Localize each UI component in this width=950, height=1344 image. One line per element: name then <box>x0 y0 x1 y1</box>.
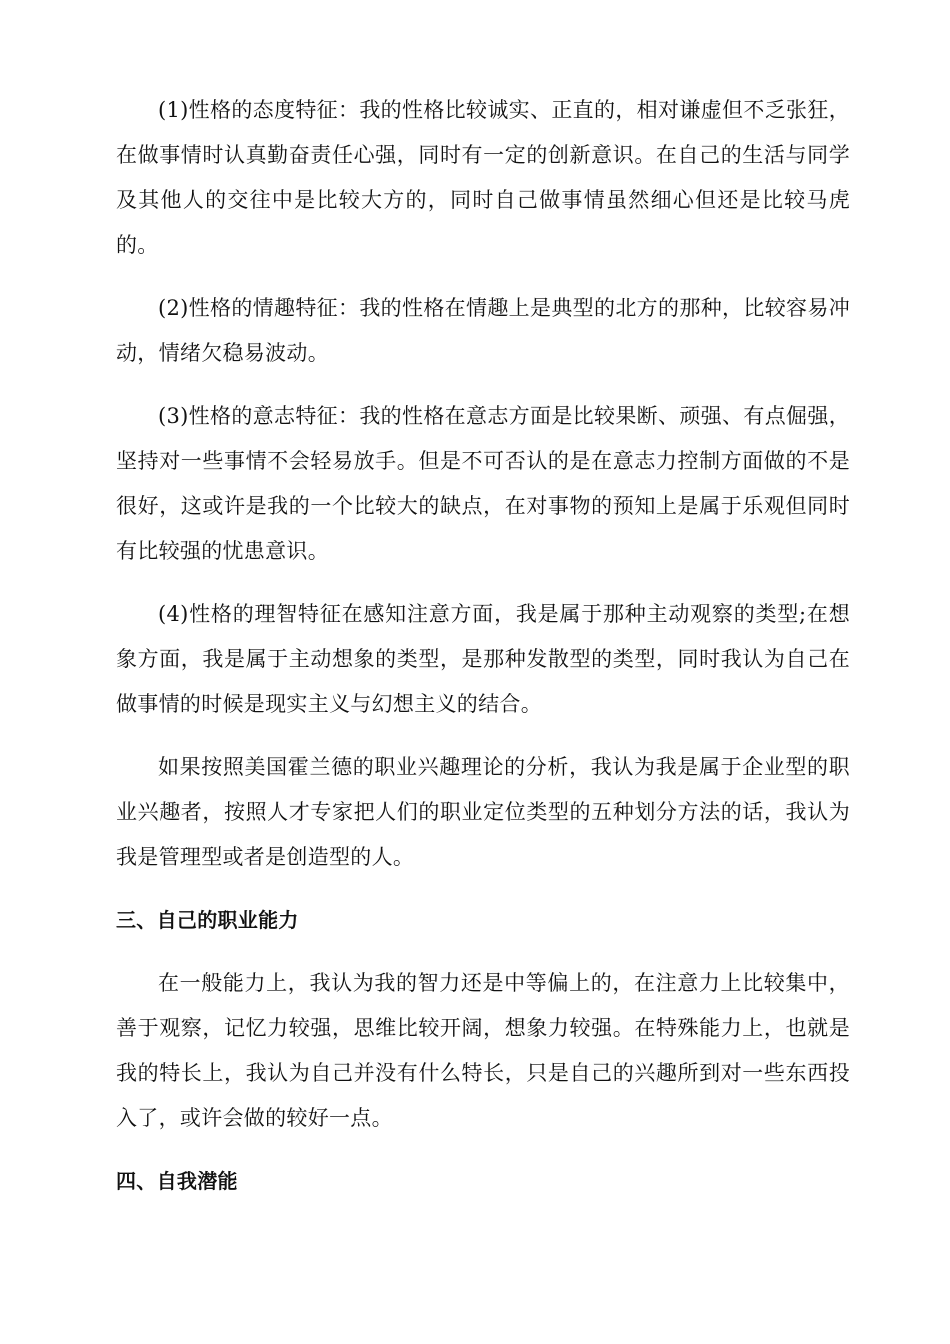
paragraph-will-trait: (3)性格的意志特征：我的性格在意志方面是比较果断、顽强、有点倔强，坚持对一些事情不会轻易放手。但是不可否认的是在意志力控制方面做的不是很好，这或许是我的一个比较大的缺点，在对事物的预知上是属于乐观但同时有比较强的忧患意识。 <box>116 404 850 563</box>
paragraph-career-ability: 在一般能力上，我认为我的智力还是中等偏上的，在注意力上比较集中，善于观察，记忆力较强，思维比较开阔，想象力较强。在特殊能力上，也就是我的特长上，我认为自己并没有什么特长，只是自己的兴趣所到对一些东西投入了，或许会做的较好一点。 <box>116 971 850 1130</box>
section-heading-self-potential: 四、自我潜能 <box>116 1169 238 1193</box>
section-heading-career-ability: 三、自己的职业能力 <box>116 908 299 932</box>
paragraph-career-interest: 如果按照美国霍兰德的职业兴趣理论的分析，我认为我是属于企业型的职业兴趣者，按照人才专家把人们的职业定位类型的五种划分方法的话，我认为我是管理型或者是创造型的人。 <box>116 755 850 869</box>
paragraph-intellect-trait: (4)性格的理智特征在感知注意方面，我是属于那种主动观察的类型;在想象方面，我是属于主动想象的类型，是那种发散型的类型，同时我认为自己在做事情的时候是现实主义与幻想主义的结合。 <box>116 602 850 716</box>
document-page <box>116 88 850 1222</box>
paragraph-attitude-trait: (1)性格的态度特征：我的性格比较诚实、正直的，相对谦虚但不乏张狂，在做事情时认真勤奋责任心强，同时有一定的创新意识。在自己的生活与同学及其他人的交往中是比较大方的，同时自己做事情虽然细心但还是比较马虎的。 <box>116 98 850 257</box>
paragraph-emotional-trait: (2)性格的情趣特征：我的性格在情趣上是典型的北方的那种，比较容易冲动，情绪欠稳易波动。 <box>116 296 850 365</box>
